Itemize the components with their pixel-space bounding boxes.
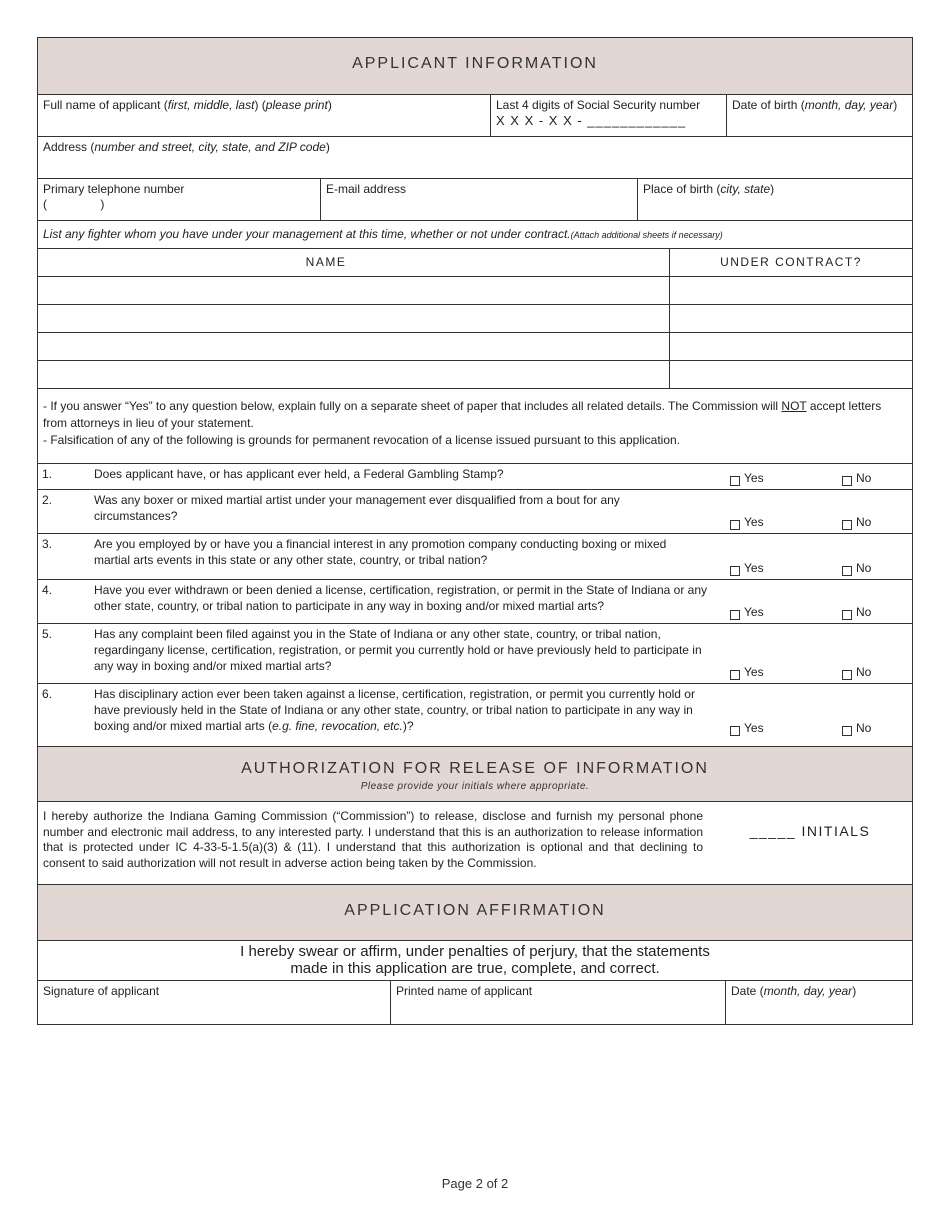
address-label: Address ( [43,140,95,154]
authorization-title: AUTHORIZATION FOR RELEASE OF INFORMATION [241,760,709,777]
yes-option[interactable] [730,580,842,623]
printed-name-label: Printed name of applicant [396,984,533,998]
question-number: 1. [42,467,53,481]
date-label-end: ) [852,984,857,998]
yes-label: Yes [744,515,764,529]
contact-row [38,179,912,221]
col-name-header: NAME [38,249,670,276]
checkbox-icon[interactable] [842,476,852,486]
checkbox-icon[interactable] [730,670,740,680]
email-field[interactable] [321,179,638,220]
affirmation-statement [38,941,912,980]
note-text-b: accept letters from attorneys in lieu of your statement. [43,399,882,430]
address-field[interactable] [38,137,912,178]
no-label: No [856,561,872,575]
signature-field[interactable] [38,981,391,1024]
question-text: Does applicant have, or has applicant ever held, a Federal Gambling Stamp? [94,467,504,481]
question-number: 4. [42,583,53,597]
applicant-info-header [38,38,912,95]
fighter-instruction-row [38,221,912,249]
question-number: 3. [42,537,53,551]
email-label: E-mail address [326,182,407,196]
yes-label: Yes [744,605,764,619]
yes-label: Yes [744,471,764,485]
fighter-contract-cell[interactable] [670,305,912,332]
pob-field[interactable] [638,179,912,220]
question-row [38,624,912,684]
name-row [38,95,912,137]
question-text-b: )? [402,719,414,733]
fighter-attach-note: (Attach additional sheets if necessary) [570,230,723,240]
initials-field[interactable]: _____ INITIALS [749,823,871,839]
fighter-table-header [38,249,912,277]
address-row [38,137,912,179]
ssn-value: X X X - X X - ____________ [496,113,687,128]
question-row [38,684,912,747]
full-name-hint-first: first, middle, last [167,98,255,112]
affirmation-line-2: made in this application are true, complete, and correct. [290,960,660,977]
question-text: Was any boxer or mixed martial artist under your management ever disqualified from a bout for any circumstances? [94,493,620,523]
question-row [38,534,912,580]
fighter-contract-cell[interactable] [670,333,912,360]
checkbox-icon[interactable] [842,610,852,620]
checkbox-icon[interactable] [730,520,740,530]
page-number: Page 2 of 2 [441,1176,509,1191]
date-label: Date ( [731,984,764,998]
affirmation-statement-row [38,941,912,981]
no-label: No [856,605,872,619]
note-falsification: - Falsification of any of the following is grounds for permanent revocation of a license issued pursuant to this application. [43,433,681,447]
printed-name-field[interactable] [391,981,726,1024]
fighter-row [38,361,912,389]
no-label: No [856,665,872,679]
full-name-hint-print: please print [265,98,328,112]
note-text-a: - If you answer “Yes” to any question below, explain fully on a separate sheet of paper that includes all related details. The Commission will [43,399,782,413]
full-name-label-end: ) [327,98,332,112]
yes-label: Yes [744,561,764,575]
question-text [94,684,730,746]
fighter-contract-cell[interactable] [670,361,912,388]
ssn-label: Last 4 digits of Social Security number [496,98,701,112]
affirmation-line-1: I hereby swear or affirm, under penalties of perjury, that the statements [240,943,710,960]
note-yes-explain [43,398,907,432]
ssn-field[interactable] [491,95,727,136]
authorization-row [38,802,912,885]
yes-option[interactable] [730,534,842,579]
no-option[interactable] [842,624,912,683]
no-option[interactable] [842,580,912,623]
fighter-instruction-text: List any fighter whom you have under your management at this time, whether or not under contract. [43,227,571,241]
pob-label: Place of birth ( [643,182,721,196]
checkbox-icon[interactable] [842,726,852,736]
notes-row [38,389,912,464]
checkbox-icon[interactable] [842,566,852,576]
fighter-contract-cell[interactable] [670,277,912,304]
dob-hint: month, day, year [804,98,894,112]
question-number: 6. [42,687,53,701]
yes-option[interactable] [730,684,842,746]
checkbox-icon[interactable] [730,476,740,486]
question-text: Have you ever withdrawn or been denied a license, certification, registration, or permit in the State of Indiana or any other state, country, or tribal nation to participate in any way in boxing and/or mixed martial arts? [94,583,708,613]
question-text-example: e.g. fine, revocation, etc. [272,719,403,733]
question-row [38,490,912,534]
authorization-header [38,747,912,802]
authorization-subtitle: Please provide your initials where appropriate. [360,781,590,792]
phone-label: Primary telephone number [43,182,185,196]
dob-label: Date of birth ( [732,98,805,112]
fighter-row [38,333,912,361]
applicant-info-title: APPLICANT INFORMATION [352,55,598,72]
checkbox-icon[interactable] [730,610,740,620]
fighter-row [38,305,912,333]
application-form [37,37,913,1025]
affirmation-header [38,885,912,941]
address-label-end: ) [325,140,330,154]
notes [38,389,912,463]
fighter-name-cell[interactable] [38,305,670,332]
yes-label: Yes [744,721,764,735]
no-label: No [856,721,872,735]
yes-option[interactable] [730,624,842,683]
phone-field[interactable] [38,179,321,220]
signature-date-field[interactable] [726,981,912,1024]
phone-value: ( ) [43,197,105,211]
dob-field[interactable] [727,95,912,136]
no-option[interactable] [842,464,912,489]
pob-hint: city, state [720,182,771,196]
no-label: No [856,471,872,485]
yes-label: Yes [744,665,764,679]
fighter-name-cell[interactable] [38,277,670,304]
no-label: No [856,515,872,529]
note-not-emphasis: NOT [781,399,807,413]
fighter-name-cell[interactable] [38,333,670,360]
address-hint: number and street, city, state, and ZIP code [94,140,326,154]
fighter-name-cell[interactable] [38,361,670,388]
checkbox-icon[interactable] [730,566,740,576]
question-text: Has any complaint been filed against you in the State of Indiana or any other state, country, or tribal nation, regardingany license, certification, registration, or permit you currently hold or have previously held to participate in any way in boxing and/or mixed martial arts? [94,627,702,673]
authorization-text: I hereby authorize the Indiana Gaming Commission (“Commission”) to release, disclose and furnish my personal phone number and electronic mail address, to any interested party. I understand that this is an authorization to release information that is protected under IC 4-33-5-1.5(a)(3) & (11). I understand that this authorization is optional and that declining to consent to said authorization will not result in adverse action being taken by the Commission. [43,809,703,870]
full-name-field[interactable] [38,95,491,136]
affirmation-title: APPLICATION AFFIRMATION [344,902,606,919]
col-contract-header: UNDER CONTRACT? [720,255,862,269]
pob-label-end: ) [770,182,775,196]
question-number: 2. [42,493,53,507]
full-name-label: Full name of applicant ( [43,98,168,112]
signature-label: Signature of applicant [43,984,160,998]
dob-label-end: ) [893,98,898,112]
fighter-row [38,277,912,305]
date-hint: month, day, year [763,984,853,998]
question-text: Are you employed by or have you a financial interest in any promotion company conducting boxing or mixed martial arts events in this state or any other state, country, or tribal nation? [94,537,667,567]
question-text-a: Has disciplinary action ever been taken against a license, certification, registration, or permit you currently hold or have previously held in the State of Indiana or any other state, country, or tribal nation to participate in any way in boxing and/or mixed martial arts ( [94,687,695,733]
question-row [38,580,912,624]
signature-row [38,981,912,1024]
full-name-label-mid: ) ( [254,98,266,112]
no-option[interactable] [842,490,912,533]
no-option[interactable] [842,684,912,746]
fighter-instruction [38,221,912,248]
checkbox-icon[interactable] [730,726,740,736]
checkbox-icon[interactable] [842,520,852,530]
question-row [38,464,912,490]
question-number: 5. [42,627,53,641]
checkbox-icon[interactable] [842,670,852,680]
yes-option[interactable] [730,490,842,533]
yes-option[interactable] [730,464,842,489]
no-option[interactable] [842,534,912,579]
